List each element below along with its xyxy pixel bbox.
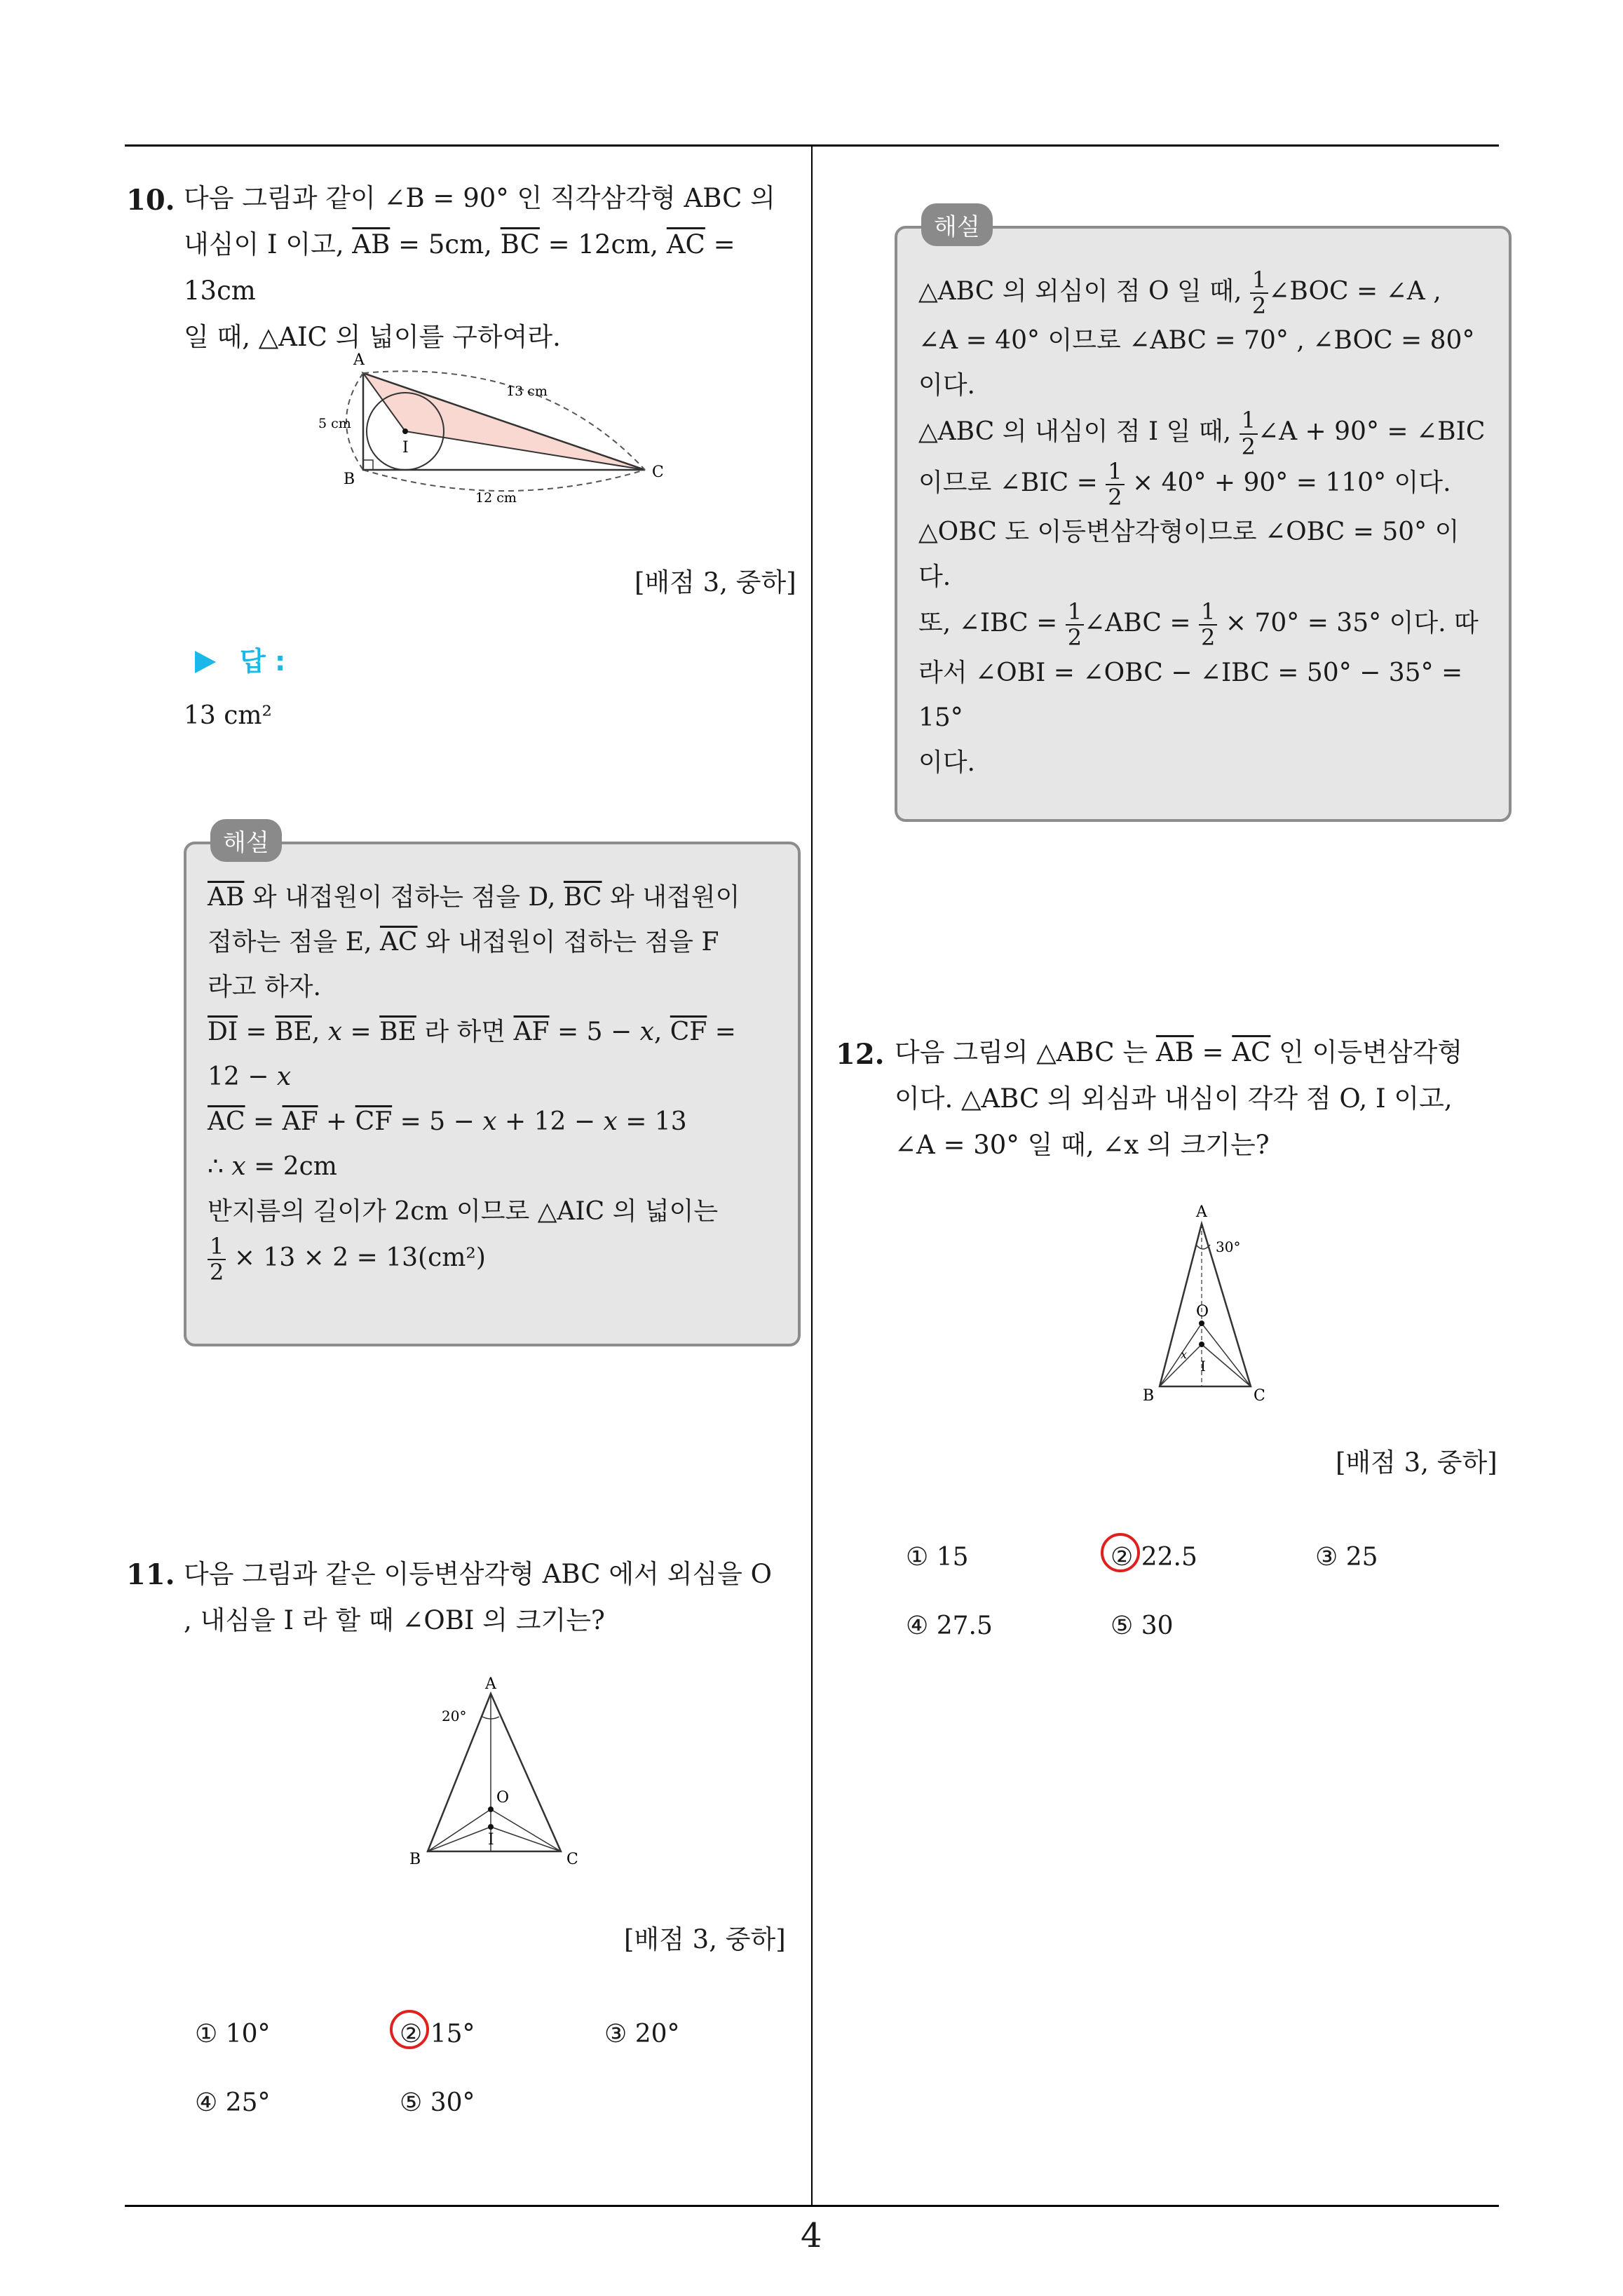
page-number: 4 [801,2216,822,2255]
svg-text:C: C [566,1851,578,1868]
svg-text:I: I [1200,1358,1206,1375]
q10-line-1: 다음 그림과 같이 ∠B = 90° 인 직각삼각형 ABC 의 [184,183,775,213]
question-11-text: 다음 그림과 같은 이등변삼각형 ABC 에서 외심을 O , 내심을 I 라 할 때 ∠OBI 의 크기는? [184,1559,772,1635]
fraction-half: $\frac{1}{2}$ [208,1234,226,1285]
label-i: I [402,439,409,457]
q12-option-5[interactable]: ⑤ 30 [1111,1612,1174,1640]
q12-score: [배점 3, 중하] [1336,1447,1498,1478]
label-b: B [344,471,355,488]
q10-answer-value: 13 cm² [184,701,272,730]
arc-bc [363,470,645,491]
svg-text:C: C [1254,1387,1265,1405]
svg-text:B: B [409,1851,421,1868]
q12-option-1[interactable]: ① 15 [906,1543,969,1572]
svg-text:x: x [1181,1348,1188,1361]
q11-option-2[interactable]: ② 15° [400,2020,475,2048]
circumcenter-dot [488,1807,494,1812]
svg-text:20°: 20° [442,1708,467,1724]
label-ab-length: 5 cm [318,416,351,431]
incenter-dot [488,1824,494,1830]
q11-figure [400,1676,596,1872]
svg-text:O: O [1196,1303,1209,1321]
question-number-11: 11. [126,1558,175,1591]
q12-figure [1136,1203,1276,1406]
incenter-dot [1199,1342,1204,1347]
play-icon [195,651,216,673]
q10-answer-label: 답 : [195,640,285,678]
q10-explanation-text: $\overline{AB}$ 와 내접원이 접하는 점을 D, $\overline{BC}$ 와 내접원이 접하는 점을 E, $\overline{AC}$ 와 내접원이 접하는 점을 F 라고 하자. $\overline{DI} = \overline{BE}$, $x = \overline{BE}$ 라 하면 $\overline{AF} = 5 - x$, $\overline{CF}$ = 12 − x $\overline{AC} = \overline{AF} + \overline{CF} = 5 - x + 12 - x = 13$ ∴ x = 2cm 반지름의 길이가 2cm 이므로 △AIC 의 넓이는 $\frac{1}{2}$ × 13 × 2 = 13(cm²) [208,883,740,1286]
question-number-10: 10. [126,184,175,217]
svg-text:O: O [496,1789,510,1807]
svg-text:30°: 30° [1216,1238,1241,1255]
q12-option-3[interactable]: ③ 25 [1315,1543,1378,1572]
selected-answer-mark [1101,1533,1140,1572]
q10-explanation-tag: 해설 [210,819,282,862]
q11-option-5[interactable]: ⑤ 30° [400,2088,475,2117]
column-divider [811,144,813,2206]
q11-option-4[interactable]: ④ 25° [195,2088,271,2117]
circumcenter-dot [1199,1321,1204,1326]
q11-explanation-tag: 해설 [921,203,993,246]
q11-explanation-text: △ABC 의 외심이 점 O 일 때, $\frac{1}{2}$ ∠BOC = ∠A , ∠A = 40° 이므로 ∠ABC = 70° , ∠BOC = 80° 이다. △ABC 의 내심이 점 I 일 때, $\frac{1}{2}$ ∠A + 90° = ∠BIC 이므로 ∠BIC = $\frac{1}{2}$ × 40° + 90° = 110° 이다. △OBC 도 이등변삼각형이므로 ∠OBC = 50° 이 다. 또, ∠IBC = $\frac{1}{2}$ ∠ABC = $\frac{1}{2}$ × 70° = 35° 이다. 따 라서 ∠OBI = ∠OBC − ∠IBC = 50° − 35° = 15° 이다. [918,266,1486,777]
svg-text:A: A [485,1676,496,1693]
q11-option-3[interactable]: ③ 20° [604,2020,680,2048]
svg-text:A: A [1196,1203,1207,1221]
question-10-text [184,175,801,360]
q11-option-1[interactable]: ① 10° [195,2020,271,2048]
selected-answer-mark [390,2010,429,2049]
q11-score: [배점 3, 중하] [624,1924,786,1954]
incenter-dot [402,428,408,434]
question-12-text: 다음 그림의 △ABC 는 $\overline{AB} = \overline{AC}$ 인 이등변삼각형 이다. △ABC 의 외심과 내심이 각각 점 O, I 이고, ∠A = 30° 일 때, ∠x 의 크기는? [895,1037,1463,1160]
q10-line-3: 일 때, △AIC 의 넓이를 구하여라. [184,322,561,352]
q10-figure [308,344,673,512]
label-bc-length: 12 cm [475,490,517,506]
svg-text:B: B [1143,1387,1155,1405]
q10-score: [배점 3, 중하] [634,567,796,597]
q10-line-2: 내심이 I 이고, $\overline{AB} = 5cm$, $\overline{BC} = 12cm$, $\overline{AC} = 13cm$ [184,229,735,306]
question-number-12: 12. [836,1038,885,1071]
label-ac-length: 13 cm [506,384,548,399]
label-c: C [652,464,664,481]
svg-text:I: I [488,1831,494,1849]
label-a: A [353,351,365,369]
bottom-rule [125,2205,1499,2207]
q12-option-4[interactable]: ④ 27.5 [906,1612,993,1640]
right-angle-mark [363,460,373,470]
q12-option-2[interactable]: ② 22.5 [1111,1543,1197,1572]
